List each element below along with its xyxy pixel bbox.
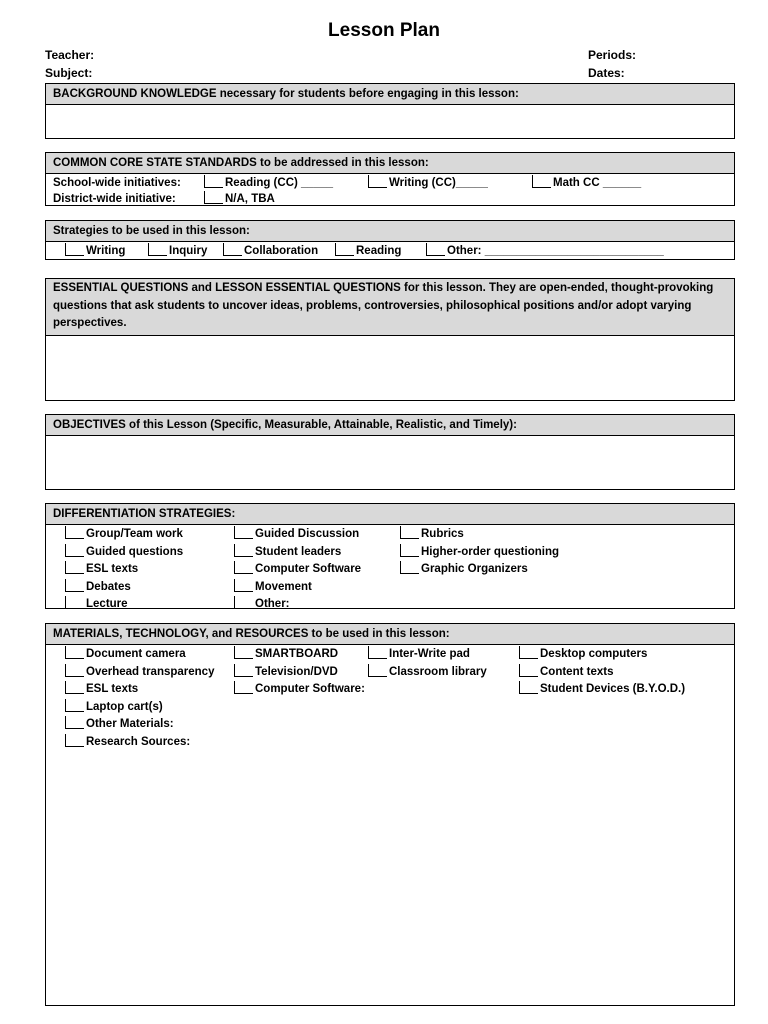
mat-computer-software[interactable]: Computer Software: bbox=[234, 681, 365, 697]
mat-classroom-library[interactable]: Classroom library bbox=[368, 664, 487, 680]
diff-student-leaders[interactable]: Student leaders bbox=[234, 544, 341, 560]
mat-research-sources[interactable]: Research Sources: bbox=[65, 734, 190, 750]
standards-section bbox=[45, 152, 735, 206]
background-section bbox=[45, 83, 735, 139]
mat-inter-write-pad[interactable]: Inter-Write pad bbox=[368, 646, 470, 662]
checkbox-icon[interactable] bbox=[234, 561, 253, 574]
checkbox-icon[interactable] bbox=[519, 681, 538, 694]
checkbox-icon[interactable] bbox=[335, 243, 354, 256]
checkbox-icon[interactable] bbox=[234, 681, 253, 694]
checkbox-icon[interactable] bbox=[234, 596, 253, 609]
checkbox-icon[interactable] bbox=[400, 544, 419, 557]
checkbox-icon[interactable] bbox=[65, 526, 84, 539]
checkbox-icon[interactable] bbox=[65, 664, 84, 677]
diff-other[interactable]: Other: bbox=[234, 596, 290, 612]
diff-lecture[interactable]: Lecture bbox=[65, 596, 128, 612]
checkbox-icon[interactable] bbox=[65, 561, 84, 574]
mat-other-materials[interactable]: Other Materials: bbox=[65, 716, 174, 732]
checkbox-icon[interactable] bbox=[400, 526, 419, 539]
diff-debates[interactable]: Debates bbox=[65, 579, 131, 595]
checkbox-icon[interactable] bbox=[234, 544, 253, 557]
diff-group-team-work[interactable]: Group/Team work bbox=[65, 526, 183, 542]
checkbox-icon[interactable] bbox=[400, 561, 419, 574]
diff-rubrics[interactable]: Rubrics bbox=[400, 526, 464, 542]
checkbox-icon[interactable] bbox=[204, 175, 223, 188]
checkbox-icon[interactable] bbox=[65, 646, 84, 659]
checkbox-icon[interactable] bbox=[65, 716, 84, 729]
background-header: BACKGROUND KNOWLEDGE necessary for students before engaging in this lesson: bbox=[46, 84, 734, 105]
diff-guided-discussion[interactable]: Guided Discussion bbox=[234, 526, 359, 542]
diff-movement[interactable]: Movement bbox=[234, 579, 312, 595]
diff-computer-software[interactable]: Computer Software bbox=[234, 561, 361, 577]
math-cc-option[interactable]: Math CC ______ bbox=[532, 175, 641, 191]
checkbox-icon[interactable] bbox=[426, 243, 445, 256]
checkbox-icon[interactable] bbox=[368, 664, 387, 677]
school-wide-label: School-wide initiatives: bbox=[53, 177, 181, 189]
objectives-field[interactable] bbox=[46, 436, 734, 492]
teacher-label: Teacher: bbox=[45, 48, 95, 62]
writing-cc-option[interactable]: Writing (CC)_____ bbox=[368, 175, 488, 191]
checkbox-icon[interactable] bbox=[368, 175, 387, 188]
strategies-section bbox=[45, 220, 735, 260]
dates-label: Dates: bbox=[588, 66, 625, 80]
mat-content-texts[interactable]: Content texts bbox=[519, 664, 613, 680]
checkbox-icon[interactable] bbox=[234, 526, 253, 539]
checkbox-icon[interactable] bbox=[223, 243, 242, 256]
strategy-reading[interactable]: Reading bbox=[335, 243, 401, 259]
materials-header: MATERIALS, TECHNOLOGY, and RESOURCES to be used in this lesson: bbox=[46, 624, 734, 645]
mat-smartboard[interactable]: SMARTBOARD bbox=[234, 646, 338, 662]
essential-questions-field[interactable] bbox=[46, 336, 734, 402]
checkbox-icon[interactable] bbox=[519, 646, 538, 659]
strategies-header: Strategies to be used in this lesson: bbox=[46, 221, 734, 242]
mat-television-dvd[interactable]: Television/DVD bbox=[234, 664, 338, 680]
essential-questions-header: ESSENTIAL QUESTIONS and LESSON ESSENTIAL QUESTIONS for this lesson. They are open-ended, thought-provoking questions that ask students to uncover ideas, problems, controversies, philosophical positions and/or adopt varying perspectives. bbox=[46, 279, 734, 336]
objectives-header: OBJECTIVES of this Lesson (Specific, Measurable, Attainable, Realistic, and Timely): bbox=[46, 415, 734, 436]
objectives-section bbox=[45, 414, 735, 490]
differentiation-header: DIFFERENTIATION STRATEGIES: bbox=[46, 504, 734, 525]
mat-overhead-transparency[interactable]: Overhead transparency bbox=[65, 664, 214, 680]
subject-label: Subject: bbox=[45, 66, 93, 80]
checkbox-icon[interactable] bbox=[65, 579, 84, 592]
diff-guided-questions[interactable]: Guided questions bbox=[65, 544, 183, 560]
district-wide-label: District-wide initiative: bbox=[53, 193, 176, 205]
mat-laptop-carts[interactable]: Laptop cart(s) bbox=[65, 699, 163, 715]
checkbox-icon[interactable] bbox=[234, 579, 253, 592]
materials-section bbox=[45, 623, 735, 1006]
diff-graphic-organizers[interactable]: Graphic Organizers bbox=[400, 561, 528, 577]
mat-document-camera[interactable]: Document camera bbox=[65, 646, 186, 662]
differentiation-section bbox=[45, 503, 735, 609]
strategy-inquiry[interactable]: Inquiry bbox=[148, 243, 207, 259]
reading-cc-option[interactable]: Reading (CC) _____ bbox=[204, 175, 333, 191]
checkbox-icon[interactable] bbox=[519, 664, 538, 677]
checkbox-icon[interactable] bbox=[65, 699, 84, 712]
checkbox-icon[interactable] bbox=[148, 243, 167, 256]
mat-student-devices[interactable]: Student Devices (B.Y.O.D.) bbox=[519, 681, 685, 697]
checkbox-icon[interactable] bbox=[65, 681, 84, 694]
strategy-writing[interactable]: Writing bbox=[65, 243, 125, 259]
na-tba-option[interactable]: N/A, TBA bbox=[204, 191, 275, 207]
strategy-collaboration[interactable]: Collaboration bbox=[223, 243, 318, 259]
mat-esl-texts[interactable]: ESL texts bbox=[65, 681, 138, 697]
mat-desktop-computers[interactable]: Desktop computers bbox=[519, 646, 647, 662]
checkbox-icon[interactable] bbox=[368, 646, 387, 659]
checkbox-icon[interactable] bbox=[65, 596, 84, 609]
essential-questions-section bbox=[45, 278, 735, 401]
strategy-other[interactable]: Other: ____________________________ bbox=[426, 243, 664, 259]
background-field[interactable] bbox=[46, 105, 734, 141]
checkbox-icon[interactable] bbox=[234, 646, 253, 659]
page-title: Lesson Plan bbox=[328, 20, 440, 41]
checkbox-icon[interactable] bbox=[65, 734, 84, 747]
diff-esl-texts[interactable]: ESL texts bbox=[65, 561, 138, 577]
checkbox-icon[interactable] bbox=[532, 175, 551, 188]
periods-label: Periods: bbox=[588, 48, 637, 62]
checkbox-icon[interactable] bbox=[234, 664, 253, 677]
checkbox-icon[interactable] bbox=[65, 544, 84, 557]
diff-higher-order-questioning[interactable]: Higher-order questioning bbox=[400, 544, 559, 560]
standards-header: COMMON CORE STATE STANDARDS to be addressed in this lesson: bbox=[46, 153, 734, 174]
checkbox-icon[interactable] bbox=[65, 243, 84, 256]
checkbox-icon[interactable] bbox=[204, 191, 223, 204]
